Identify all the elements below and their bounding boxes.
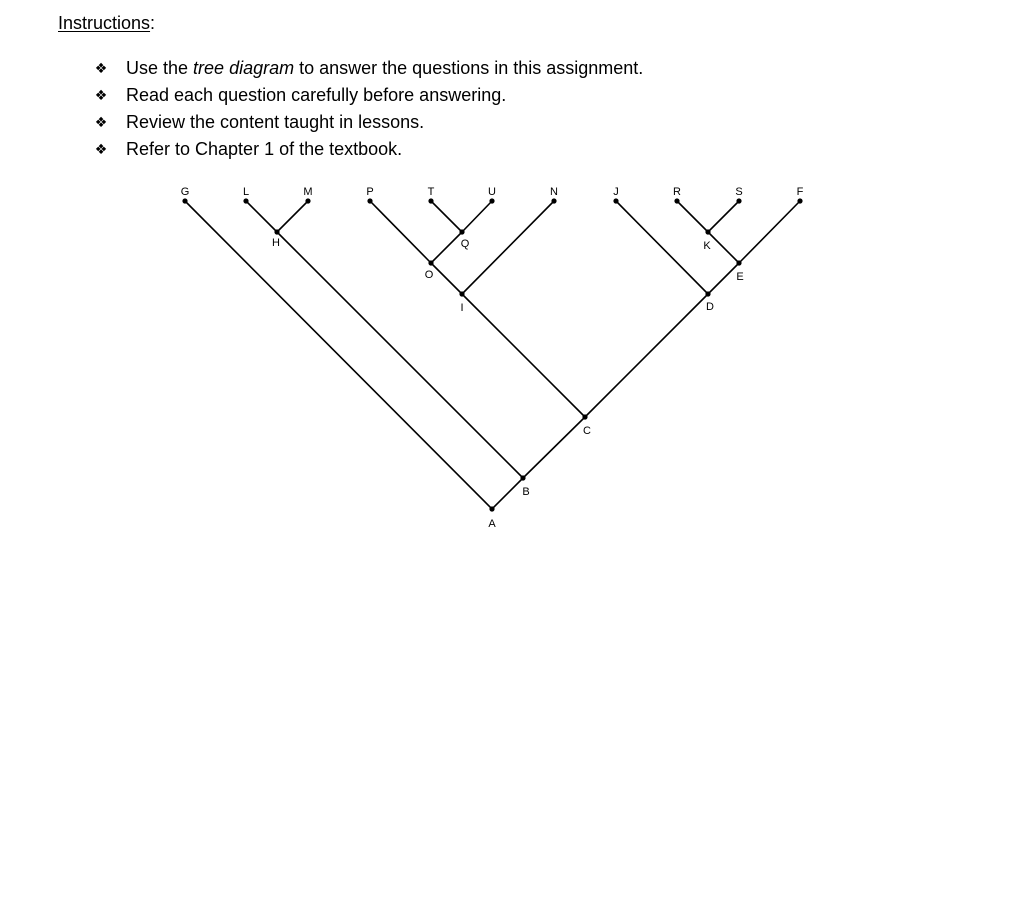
tree-edge-q-t xyxy=(431,201,462,232)
tree-node-n xyxy=(551,198,556,203)
tree-label-m: M xyxy=(303,186,313,198)
tree-node-k xyxy=(705,229,710,234)
tree-node-o xyxy=(428,260,433,265)
instruction-text-part: Use the xyxy=(126,58,194,78)
tree-edge-k-s xyxy=(708,201,739,232)
tree-label-d: D xyxy=(706,301,714,313)
tree-label-l: L xyxy=(242,186,250,198)
tree-label-f: F xyxy=(796,186,804,198)
tree-label-c: C xyxy=(583,425,591,437)
tree-label-b: B xyxy=(522,486,530,498)
tree-edge-q-u xyxy=(462,201,492,232)
tree-label-p: P xyxy=(366,186,374,198)
tree-node-t xyxy=(428,198,433,203)
tree-edge-d-e xyxy=(708,263,739,294)
tree-node-c xyxy=(582,414,587,419)
tree-node-g xyxy=(182,198,187,203)
tree-node-i xyxy=(459,291,464,296)
tree-node-q xyxy=(459,229,464,234)
tree-labels xyxy=(181,186,804,530)
tree-edge-c-d xyxy=(585,294,708,417)
tree-label-q: Q xyxy=(460,238,470,250)
tree-label-k: K xyxy=(703,240,711,252)
diamond-bullet-icon: ❖ xyxy=(94,60,108,77)
tree-node-d xyxy=(705,291,710,296)
tree-label-h: H xyxy=(272,237,280,249)
tree-edge-d-j xyxy=(616,201,708,294)
tree-edge-i-o xyxy=(431,263,462,294)
instruction-text: Review the content taught in lessons. xyxy=(126,112,425,132)
tree-edge-o-q xyxy=(431,232,462,263)
tree-node-h xyxy=(274,229,279,234)
tree-edge-b-c xyxy=(523,417,585,478)
tree-node-p xyxy=(367,198,372,203)
tree-node-u xyxy=(489,198,494,203)
tree-node-b xyxy=(520,475,525,480)
tree-edge-k-r xyxy=(677,201,708,232)
tree-edge-e-f xyxy=(739,201,800,263)
tree-label-i: I xyxy=(460,302,464,314)
tree-label-t: T xyxy=(427,186,435,198)
tree-label-o: O xyxy=(424,269,434,281)
tree-label-e: E xyxy=(736,271,744,283)
tree-label-s: S xyxy=(735,186,743,198)
tree-node-r xyxy=(674,198,679,203)
tree-label-r: R xyxy=(673,186,681,198)
tree-label-j: J xyxy=(613,186,619,198)
tree-node-f xyxy=(797,198,802,203)
tree-edge-o-p xyxy=(370,201,431,263)
instruction-text-part: to answer the questions in this assignment. xyxy=(294,58,644,78)
tree-label-n: N xyxy=(550,186,558,198)
instructions-heading-colon: : xyxy=(150,13,156,33)
tree-edge-a-b xyxy=(492,478,523,509)
tree-edge-h-l xyxy=(246,201,277,232)
diamond-bullet-icon: ❖ xyxy=(94,114,108,131)
tree-edge-i-n xyxy=(462,201,554,294)
tree-node-s xyxy=(736,198,741,203)
tree-node-e xyxy=(736,260,741,265)
instruction-text: Read each question carefully before answering. xyxy=(126,85,507,105)
tree-node-j xyxy=(613,198,618,203)
tree-edge-e-k xyxy=(708,232,739,263)
tree-node-m xyxy=(305,198,310,203)
diamond-bullet-icon: ❖ xyxy=(94,141,108,158)
tree-label-a: A xyxy=(488,518,496,530)
instruction-text: Refer to Chapter 1 of the textbook. xyxy=(126,139,403,159)
tree-node-l xyxy=(243,198,248,203)
tree-edge-c-i xyxy=(462,294,585,417)
diamond-bullet-icon: ❖ xyxy=(94,87,108,104)
tree-node-a xyxy=(489,506,494,511)
tree-label-g: G xyxy=(180,186,190,198)
instructions-heading-label: Instructions xyxy=(58,13,151,33)
tree-label-u: U xyxy=(488,186,496,198)
instruction-emphasis: tree diagram xyxy=(193,58,295,78)
tree-edge-h-m xyxy=(277,201,308,232)
